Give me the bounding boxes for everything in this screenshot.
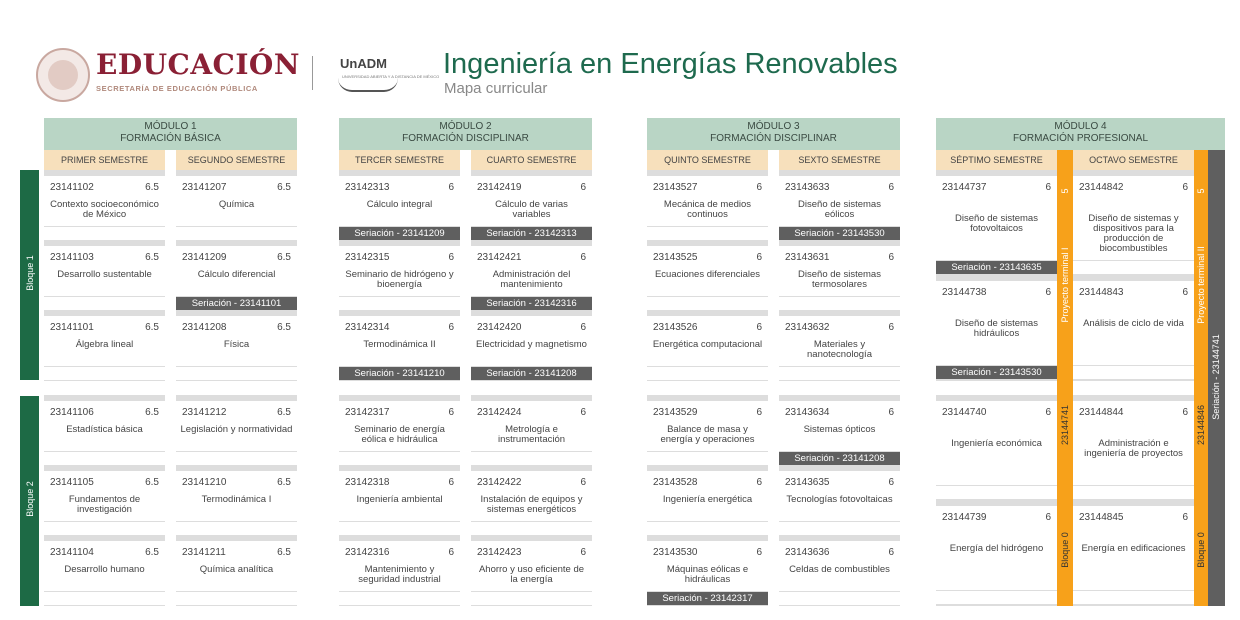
course-credits: 6	[1182, 182, 1188, 193]
semester-header: OCTAVO SEMESTRE	[1073, 150, 1194, 170]
course-card	[471, 316, 592, 366]
card-strip	[936, 486, 1057, 499]
course-code: 23142318	[345, 477, 390, 488]
course-card	[936, 176, 1057, 260]
course-card	[936, 401, 1057, 485]
course-credits: 6	[756, 477, 762, 488]
module-header	[339, 118, 592, 150]
course-credits: 6	[448, 182, 454, 193]
seriacion-vertical-bar	[1208, 150, 1225, 606]
course-credits: 6	[756, 407, 762, 418]
card-strip	[44, 452, 165, 465]
course-card	[471, 401, 592, 451]
logo-subtitle: SECRETARÍA DE EDUCACIÓN PÚBLICA	[96, 84, 258, 93]
course-credits: 6	[888, 322, 894, 333]
module-header	[936, 118, 1225, 150]
course-code: 23143634	[785, 407, 830, 418]
course-code: 23141104	[50, 547, 94, 558]
course-credits: 6	[756, 547, 762, 558]
course-card	[647, 471, 768, 521]
pt1-label: Proyecto terminal I	[1060, 247, 1070, 323]
proyecto-terminal-1-bar	[1057, 150, 1073, 606]
course-code: 23144845	[1079, 512, 1124, 523]
seriacion-label: Seriación - 23141208	[779, 452, 900, 465]
card-strip	[471, 452, 592, 465]
course-name: Diseño de sistemas y dispositivos para la producción de biocombustibles	[1088, 213, 1179, 254]
module-type: FORMACIÓN DISCIPLINAR	[402, 133, 529, 144]
course-name: Tecnologías fotovoltaicas	[786, 494, 893, 505]
course-code: 23142420	[477, 322, 522, 333]
course-card	[1073, 401, 1194, 485]
course-credits: 6	[888, 182, 894, 193]
course-card	[936, 281, 1057, 365]
semester-header: CUARTO SEMESTRE	[471, 150, 592, 170]
course-code: 23141210	[182, 477, 227, 488]
seriacion-vertical-label: Seriación - 23144741	[1211, 334, 1221, 420]
course-name: Cálculo diferencial	[197, 269, 276, 280]
pt1-credits: 5	[1060, 188, 1070, 194]
card-strip	[1073, 591, 1194, 604]
semester-header: SEXTO SEMESTRE	[779, 150, 900, 170]
course-credits: 6.5	[145, 252, 159, 263]
course-card	[339, 316, 460, 366]
card-strip	[647, 297, 768, 310]
card-strip	[647, 367, 768, 380]
course-code: 23142317	[345, 407, 390, 418]
course-card	[779, 246, 900, 296]
course-card	[176, 471, 297, 521]
card-strip	[339, 522, 460, 535]
course-code: 23142316	[345, 547, 390, 558]
unadm-logo	[338, 54, 440, 90]
card-strip	[176, 227, 297, 240]
course-credits: 6	[1045, 182, 1051, 193]
header-divider	[312, 56, 313, 90]
course-credits: 6	[888, 547, 894, 558]
course-card	[471, 176, 592, 226]
course-credits: 6	[1182, 407, 1188, 418]
seriacion-label: Seriación - 23142316	[471, 297, 592, 310]
course-credits: 6	[888, 477, 894, 488]
course-code: 23143631	[785, 252, 830, 263]
semester-header: TERCER SEMESTRE	[339, 150, 460, 170]
course-name: Ahorro y uso eficiente de la energía	[478, 564, 585, 585]
course-code: 23141209	[182, 252, 227, 263]
course-name: Diseño de sistemas fotovoltaicos	[955, 213, 1038, 234]
course-card	[1073, 506, 1194, 590]
module-type: FORMACIÓN PROFESIONAL	[1012, 133, 1148, 144]
seriacion-label: Seriación - 23142317	[647, 592, 768, 605]
bloque-separator	[20, 381, 1200, 395]
course-code: 23144844	[1079, 407, 1124, 418]
module-number: MÓDULO 3	[747, 121, 800, 132]
course-card	[339, 246, 460, 296]
course-name: Administración e ingeniería de proyectos	[1084, 438, 1183, 459]
course-name: Mecánica de medios continuos	[663, 199, 752, 220]
course-card	[647, 246, 768, 296]
course-code: 23142421	[477, 252, 522, 263]
course-name: Celdas de combustibles	[789, 564, 890, 575]
seriacion-label: Seriación - 23141209	[339, 227, 460, 240]
course-credits: 6	[448, 252, 454, 263]
module-type: FORMACIÓN DISCIPLINAR	[710, 133, 837, 144]
course-code: 23144738	[942, 287, 987, 298]
course-name: Administración del mantenimiento	[492, 269, 571, 290]
course-credits: 6	[888, 407, 894, 418]
course-card	[647, 176, 768, 226]
card-strip	[647, 227, 768, 240]
card-strip	[176, 522, 297, 535]
proyecto-terminal-2-bar	[1194, 150, 1208, 606]
course-card	[44, 246, 165, 296]
course-name: Legislación y normatividad	[180, 424, 293, 435]
course-card	[44, 176, 165, 226]
page-title: Ingeniería en Energías Renovables	[443, 48, 898, 80]
card-strip	[176, 452, 297, 465]
course-name: Termodinámica I	[201, 494, 272, 505]
course-name: Energía en edificaciones	[1081, 543, 1186, 554]
course-credits: 6.5	[145, 477, 159, 488]
course-name: Diseño de sistemas hidráulicos	[955, 318, 1038, 339]
card-strip	[176, 367, 297, 380]
course-card	[44, 471, 165, 521]
bloque-1-label: Bloque 1	[25, 255, 35, 291]
card-strip	[339, 452, 460, 465]
semester-header: SEGUNDO SEMESTRE	[176, 150, 297, 170]
course-credits: 6	[1182, 287, 1188, 298]
course-name: Desarrollo humano	[64, 564, 145, 575]
course-code: 23143632	[785, 322, 830, 333]
course-card	[471, 246, 592, 296]
course-card	[779, 401, 900, 451]
course-code: 23143636	[785, 547, 830, 558]
course-card	[647, 541, 768, 591]
course-code: 23141212	[182, 407, 227, 418]
course-card	[471, 541, 592, 591]
course-name: Cálculo integral	[366, 199, 433, 210]
course-credits: 6	[580, 407, 586, 418]
course-name: Máquinas eólicas e hidráulicas	[666, 564, 749, 585]
logo-title: EDUCACIÓN	[96, 48, 300, 81]
unadm-swoosh-icon	[338, 78, 398, 92]
course-name: Termodinámica II	[363, 339, 436, 350]
card-strip	[779, 297, 900, 310]
course-name: Energética computacional	[652, 339, 763, 350]
course-card	[176, 541, 297, 591]
course-name: Sistemas ópticos	[803, 424, 876, 435]
card-strip	[176, 592, 297, 605]
course-name: Fundamentos de investigación	[68, 494, 141, 515]
course-name: Análisis de ciclo de vida	[1083, 318, 1184, 329]
semester-header: PRIMER SEMESTRE	[44, 150, 165, 170]
course-card	[176, 246, 297, 296]
course-name: Diseño de sistemas termosolares	[798, 269, 881, 290]
course-card	[339, 401, 460, 451]
pt1-code: 23144741	[1060, 404, 1070, 446]
pt2-label: Proyecto terminal II	[1196, 246, 1206, 324]
course-credits: 6.5	[277, 252, 291, 263]
card-strip	[44, 227, 165, 240]
course-credits: 6	[580, 322, 586, 333]
card-strip	[44, 367, 165, 380]
seriacion-label: Seriación - 23141210	[339, 367, 460, 380]
card-strip	[936, 591, 1057, 604]
course-code: 23141211	[182, 547, 226, 558]
seriacion-label: Seriación - 23141101	[176, 297, 297, 310]
course-code: 23144737	[942, 182, 987, 193]
semester-header: SÉPTIMO SEMESTRE	[936, 150, 1057, 170]
course-name: Diseño de sistemas eólicos	[798, 199, 881, 220]
course-name: Metrología e instrumentación	[497, 424, 566, 445]
course-name: Materiales y nanotecnología	[807, 339, 872, 360]
module-number: MÓDULO 1	[144, 121, 197, 132]
course-credits: 6	[448, 322, 454, 333]
course-code: 23144843	[1079, 287, 1124, 298]
course-credits: 6	[888, 252, 894, 263]
card-strip	[44, 297, 165, 310]
course-credits: 6	[1045, 287, 1051, 298]
course-code: 23141105	[50, 477, 94, 488]
module-header	[44, 118, 297, 150]
pt2-bloque: Bloque 0	[1196, 532, 1206, 568]
course-code: 23143526	[653, 322, 698, 333]
course-credits: 6	[448, 407, 454, 418]
course-code: 23143529	[653, 407, 698, 418]
course-name: Cálculo de varias variables	[495, 199, 568, 220]
card-strip	[44, 592, 165, 605]
course-code: 23141102	[50, 182, 94, 193]
module-number: MÓDULO 2	[439, 121, 492, 132]
page-subtitle: Mapa curricular	[444, 80, 548, 97]
unadm-logo-text: UnADM	[340, 56, 387, 71]
course-code: 23141208	[182, 322, 227, 333]
pt2-credits: 5	[1196, 188, 1206, 194]
course-name: Balance de masa y energía y operaciones	[660, 424, 755, 445]
course-code: 23143528	[653, 477, 698, 488]
course-card	[339, 176, 460, 226]
course-name: Electricidad y magnetismo	[476, 339, 587, 350]
course-card	[779, 316, 900, 366]
course-code: 23143525	[653, 252, 698, 263]
course-card	[44, 541, 165, 591]
bloque-2-bar	[20, 396, 39, 606]
course-code: 23141101	[50, 322, 94, 333]
pt1-bloque: Bloque 0	[1060, 532, 1070, 568]
card-strip	[779, 522, 900, 535]
course-credits: 6.5	[277, 182, 291, 193]
course-code: 23141207	[182, 182, 227, 193]
course-credits: 6	[756, 182, 762, 193]
card-strip	[1073, 486, 1194, 499]
course-code: 23141103	[50, 252, 94, 263]
course-credits: 6	[756, 322, 762, 333]
course-code: 23143530	[653, 547, 698, 558]
course-name: Ingeniería ambiental	[356, 494, 443, 505]
module-type: FORMACIÓN BÁSICA	[120, 133, 221, 144]
course-code: 23141106	[50, 407, 94, 418]
course-card	[339, 471, 460, 521]
card-strip	[339, 297, 460, 310]
card-strip	[44, 522, 165, 535]
course-credits: 6	[448, 477, 454, 488]
seriacion-label: Seriación - 23143530	[936, 366, 1057, 379]
course-credits: 6.5	[145, 322, 159, 333]
course-code: 23143527	[653, 182, 698, 193]
course-card	[176, 176, 297, 226]
course-credits: 6	[1045, 407, 1051, 418]
course-credits: 6.5	[145, 407, 159, 418]
card-strip	[779, 367, 900, 380]
sep-logo	[36, 46, 300, 106]
course-credits: 6.5	[145, 182, 159, 193]
seriacion-label: Seriación - 23143635	[936, 261, 1057, 274]
card-strip	[471, 522, 592, 535]
course-name: Física	[223, 339, 250, 350]
course-card	[779, 176, 900, 226]
course-card	[647, 316, 768, 366]
course-credits: 6	[448, 547, 454, 558]
course-code: 23142424	[477, 407, 522, 418]
course-code: 23144842	[1079, 182, 1124, 193]
course-name: Energía del hidrógeno	[949, 543, 1044, 554]
course-card	[936, 506, 1057, 590]
course-name: Mantenimiento y seguridad industrial	[358, 564, 441, 585]
bloque-1-bar	[20, 170, 39, 380]
course-card	[339, 541, 460, 591]
card-strip	[647, 522, 768, 535]
course-code: 23142422	[477, 477, 522, 488]
course-code: 23143635	[785, 477, 830, 488]
course-code: 23142315	[345, 252, 390, 263]
course-card	[471, 471, 592, 521]
course-credits: 6.5	[145, 547, 159, 558]
card-strip	[779, 592, 900, 605]
module-number: MÓDULO 4	[1054, 121, 1107, 132]
course-name: Ingeniería energética	[662, 494, 753, 505]
module-header	[647, 118, 900, 150]
pt2-code: 23144846	[1196, 404, 1206, 446]
course-name: Estadística básica	[66, 424, 143, 435]
seriacion-label: Seriación - 23141208	[471, 367, 592, 380]
course-name: Instalación de equipos y sistemas energéticos	[480, 494, 583, 515]
course-code: 23144739	[942, 512, 987, 523]
course-credits: 6.5	[277, 547, 291, 558]
course-code: 23144740	[942, 407, 987, 418]
course-credits: 6.5	[277, 322, 291, 333]
course-name: Desarrollo sustentable	[57, 269, 152, 280]
course-code: 23142313	[345, 182, 390, 193]
course-credits: 6	[1045, 512, 1051, 523]
course-name: Álgebra lineal	[75, 339, 134, 350]
course-card	[1073, 176, 1194, 260]
card-strip	[1073, 366, 1194, 379]
course-credits: 6	[580, 477, 586, 488]
national-seal-icon	[36, 48, 90, 102]
course-code: 23142419	[477, 182, 522, 193]
course-name: Ecuaciones diferenciales	[654, 269, 761, 280]
card-strip	[339, 592, 460, 605]
course-credits: 6.5	[277, 477, 291, 488]
course-card	[1073, 281, 1194, 365]
course-name: Seminario de hidrógeno y bioenergía	[345, 269, 454, 290]
course-card	[779, 471, 900, 521]
course-card	[44, 401, 165, 451]
bloque-2-label: Bloque 2	[25, 481, 35, 517]
seriacion-label: Seriación - 23142313	[471, 227, 592, 240]
semester-header: QUINTO SEMESTRE	[647, 150, 768, 170]
unadm-logo-subtext: UNIVERSIDAD ABIERTA Y A DISTANCIA DE MÉXICO	[342, 74, 440, 79]
course-card	[176, 316, 297, 366]
course-credits: 6.5	[277, 407, 291, 418]
course-name: Seminario de energía eólica e hidráulica	[354, 424, 445, 445]
course-card	[176, 401, 297, 451]
course-name: Ingeniería económica	[951, 438, 1042, 449]
card-strip	[647, 452, 768, 465]
course-name: Química analítica	[199, 564, 274, 575]
course-credits: 6	[1182, 512, 1188, 523]
card-strip	[471, 592, 592, 605]
course-credits: 6	[580, 182, 586, 193]
course-code: 23143633	[785, 182, 830, 193]
seriacion-label: Seriación - 23143530	[779, 227, 900, 240]
course-code: 23142314	[345, 322, 390, 333]
course-code: 23142423	[477, 547, 522, 558]
card-strip	[1073, 261, 1194, 274]
course-credits: 6	[580, 252, 586, 263]
course-name: Química	[218, 199, 255, 210]
course-card	[44, 316, 165, 366]
course-card	[779, 541, 900, 591]
course-credits: 6	[756, 252, 762, 263]
course-name: Contexto socioeconómico de México	[50, 199, 159, 220]
course-credits: 6	[580, 547, 586, 558]
course-card	[647, 401, 768, 451]
